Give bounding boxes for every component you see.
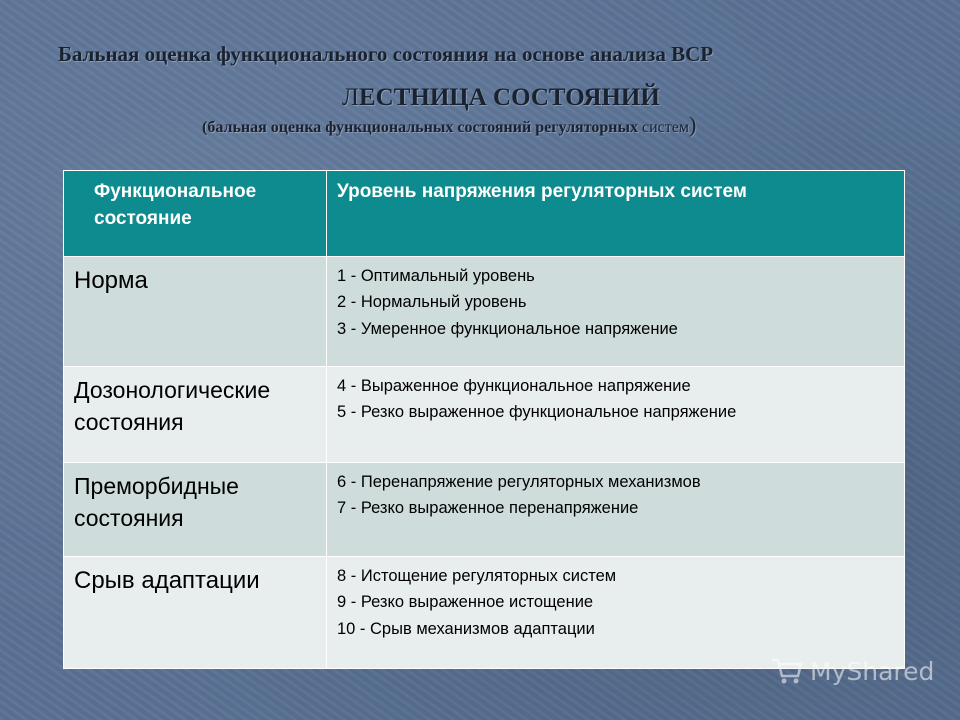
- table-row: [64, 557, 905, 669]
- table-header-row: [64, 171, 905, 257]
- levels-cell: [327, 557, 905, 669]
- slide-subnote: [202, 112, 696, 138]
- levels-cell: [327, 257, 905, 367]
- level-item: 6 - Перенапряжение регуляторных механизмов: [337, 473, 701, 491]
- watermark-text: MyShared: [810, 656, 935, 686]
- level-item: 8 - Истощение регуляторных систем: [337, 567, 617, 585]
- state-cell: Норма: [64, 257, 327, 367]
- subnote-bold: (бальная оценка функциональных состояний регуляторных: [202, 119, 638, 136]
- subtitle-initial: Л: [342, 84, 359, 111]
- header-state: Функциональное состояние: [64, 171, 327, 257]
- table-row: [64, 367, 905, 463]
- level-item: 9 - Резко выраженное истощение: [337, 593, 594, 612]
- subnote-plain: систем: [637, 119, 689, 136]
- table-row: [64, 463, 905, 557]
- header-level: Уровень напряжения регуляторных систем: [327, 171, 905, 257]
- states-table: [63, 170, 905, 669]
- level-item: 3 - Умеренное функциональное напряжение: [337, 319, 678, 338]
- levels-cell: [327, 463, 905, 557]
- level-item: 10 - Срыв механизмов адаптации: [337, 619, 595, 638]
- subnote-close: ): [688, 112, 697, 137]
- table-row: [64, 257, 905, 367]
- level-item: 7 - Резко выраженное перенапряжение: [337, 499, 639, 518]
- cart-icon: [770, 656, 804, 686]
- level-item: 1 - Оптимальный уровень: [337, 267, 535, 285]
- slide-subtitle: [342, 84, 660, 112]
- watermark: [770, 656, 934, 686]
- state-cell: Дозонологические состояния: [64, 367, 327, 463]
- levels-cell: [327, 367, 905, 463]
- state-cell: Срыв адаптации: [64, 557, 327, 669]
- level-item: 5 - Резко выраженное функциональное напряжение: [337, 403, 737, 422]
- slide-title: Бальная оценка функционального состояния на основе анализа ВСР: [58, 42, 714, 66]
- state-cell: Преморбидные состояния: [64, 463, 327, 557]
- level-item: 2 - Нормальный уровень: [337, 293, 527, 312]
- level-item: 4 - Выраженное функциональное напряжение: [337, 377, 691, 395]
- subtitle-rest: ЕСТНИЦА СОСТОЯНИЙ: [358, 84, 660, 111]
